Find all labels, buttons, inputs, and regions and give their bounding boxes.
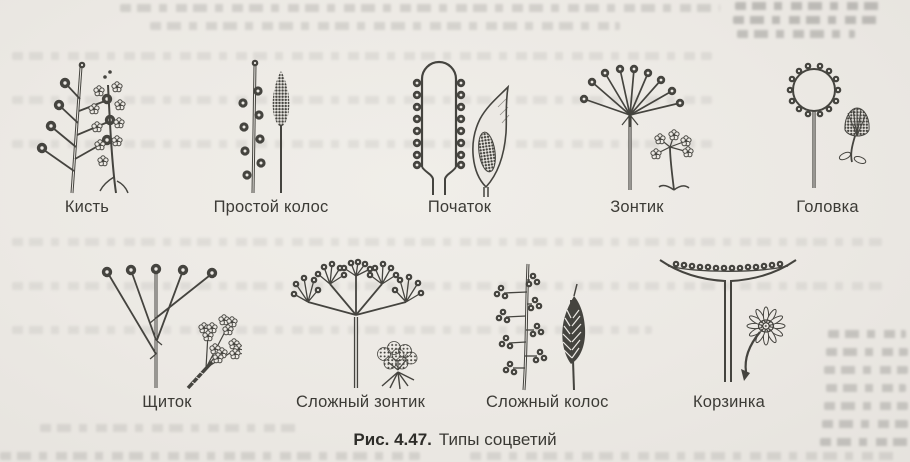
figure-cell-compound-spike (486, 256, 609, 412)
bleedthrough-text-artifact (826, 384, 906, 392)
bleedthrough-text-artifact (0, 452, 420, 460)
umbel-sketch (651, 130, 693, 190)
bleedthrough-text-artifact (828, 330, 906, 338)
head-schematic (787, 63, 842, 188)
figure-cell-spadix (402, 55, 517, 217)
figure-cell-capitulum (654, 256, 804, 412)
bleedthrough-text-artifact (824, 366, 908, 374)
figure-cell-corymb (92, 256, 242, 412)
compound-umbel-sketch (378, 342, 418, 390)
figure-caption (0, 430, 910, 450)
inflorescence-label-capitulum: Корзинка (692, 393, 766, 411)
bleedthrough-text-artifact (733, 16, 883, 24)
bleedthrough-text-artifact (826, 348, 908, 356)
bleedthrough-text-artifact (12, 238, 882, 246)
compound-umbel-diagram (288, 256, 433, 392)
bleedthrough-text-artifact (824, 402, 908, 410)
bleedthrough-text-artifact (735, 2, 880, 10)
figure-cell-umbel (577, 55, 697, 217)
compound-spike-diagram (486, 256, 606, 392)
bleedthrough-text-artifact (470, 452, 900, 460)
inflorescence-label-compound-umbel: Сложный зонтик (296, 393, 425, 411)
spadix-diagram (402, 55, 517, 197)
umbel-schematic (580, 65, 684, 190)
figure-caption-title: Типы соцветий (438, 430, 557, 449)
inflorescence-label-head: Головка (796, 198, 859, 216)
corymb-sketch (188, 315, 242, 388)
inflorescence-label-compound-spike: Сложный колос (486, 393, 609, 411)
bleedthrough-text-artifact (822, 420, 908, 428)
capitulum-diagram (654, 256, 804, 392)
simple-spike-sketch (273, 70, 290, 193)
bleedthrough-text-artifact (120, 4, 720, 12)
figure-cell-raceme (28, 55, 146, 217)
simple-spike-schematic (238, 60, 265, 193)
simple-spike-diagram (213, 55, 329, 197)
capitulum-sketch (741, 307, 785, 381)
raceme-schematic (37, 62, 115, 193)
raceme-diagram (28, 55, 146, 197)
corymb-diagram (92, 256, 242, 392)
inflorescence-label-raceme: Кисть (64, 198, 110, 216)
figure-cell-head (760, 55, 895, 217)
compound-spike-schematic (494, 264, 548, 390)
raceme-sketch (89, 70, 128, 193)
inflorescence-label-corymb: Щиток (142, 393, 192, 411)
umbel-diagram (577, 55, 697, 197)
spadix-schematic (413, 62, 465, 195)
inflorescence-label-simple-spike: Простой колос (213, 198, 329, 216)
figure-caption-number: Рис. 4.47. (353, 430, 432, 449)
bleedthrough-text-artifact (737, 30, 855, 38)
compound-spike-sketch (562, 284, 585, 390)
inflorescence-label-umbel: Зонтик (610, 198, 664, 216)
figure-cell-simple-spike (213, 55, 329, 217)
inflorescence-label-spadix: Початок (427, 198, 492, 216)
head-diagram (760, 55, 895, 197)
head-sketch (838, 108, 869, 165)
figure-cell-compound-umbel (288, 256, 433, 412)
spadix-sketch (473, 87, 509, 197)
bleedthrough-text-artifact (150, 22, 620, 30)
